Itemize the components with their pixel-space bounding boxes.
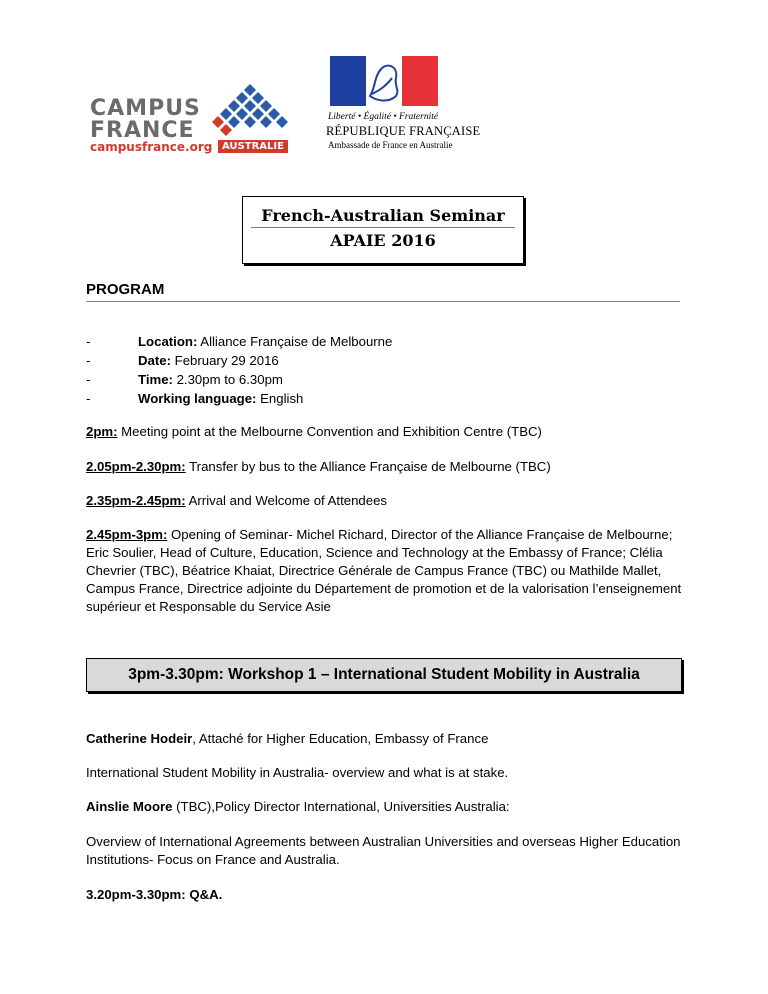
schedule-item	[86, 423, 686, 441]
embassy-name: Ambassade de France en Australie	[328, 140, 453, 150]
detail-label: Location:	[138, 334, 198, 349]
schedule-time: 2pm:	[86, 424, 118, 439]
schedule-item	[86, 492, 686, 510]
detail-item-language: - Working language: English	[86, 391, 304, 406]
detail-value: February 29 2016	[170, 353, 279, 368]
topic-text: Overview of International Agreements between Australian Universities and overseas Higher Education Institutions- Focus on France and Australia.	[86, 834, 681, 867]
logo-word-france: FRANCE	[90, 118, 195, 143]
detail-value: English	[256, 391, 304, 406]
speaker-line	[86, 798, 686, 816]
detail-item-location: - Location: Alliance Française de Melbourne	[86, 334, 393, 349]
marianne-flag-icon	[330, 56, 438, 106]
diamond-grid-icon	[210, 84, 290, 140]
logo-url: campusfrance.org	[90, 140, 213, 154]
schedule-text: Arrival and Welcome of Attendees	[185, 493, 388, 508]
schedule-text: Meeting point at the Melbourne Convention and Exhibition Centre (TBC)	[117, 424, 542, 439]
speaker-role: (TBC),Policy Director International, Universities Australia:	[172, 799, 510, 814]
seminar-subtitle: APAIE 2016	[330, 231, 436, 250]
event-details-list	[86, 332, 392, 408]
detail-value: Alliance Française de Melbourne	[197, 334, 393, 349]
detail-label: Time:	[138, 372, 173, 387]
schedule-time: 2.35pm-2.45pm:	[86, 493, 186, 508]
workshop-heading: 3pm-3.30pm: Workshop 1 – International Student Mobility in Australia	[128, 666, 640, 683]
logo-country-badge: AUSTRALIE	[218, 140, 288, 153]
detail-item-time: - Time: 2.30pm to 6.30pm	[86, 372, 283, 387]
speaker-role: , Attaché for Higher Education, Embassy of France	[192, 731, 489, 746]
detail-item-date: - Date: February 29 2016	[86, 353, 279, 368]
schedule-item	[86, 458, 686, 476]
seminar-title: French-Australian Seminar	[251, 206, 515, 228]
schedule-time: 2.05pm-2.30pm:	[86, 459, 186, 474]
speaker-line	[86, 730, 686, 748]
speaker-name: Catherine Hodeir	[86, 731, 193, 746]
workshop-heading-box	[86, 658, 682, 692]
detail-value: 2.30pm to 6.30pm	[172, 372, 283, 387]
campus-france-logo	[90, 78, 290, 156]
marianne-profile-icon	[366, 56, 402, 106]
detail-label: Working language:	[138, 391, 257, 406]
speaker-name: Ainslie Moore	[86, 799, 173, 814]
seminar-title-box	[242, 196, 524, 264]
qa-line: 3.20pm-3.30pm: Q&A.	[86, 887, 223, 902]
schedule-time: 2.45pm-3pm:	[86, 527, 168, 542]
logo-word-campus: CAMPUS	[90, 96, 201, 121]
topic-text: International Student Mobility in Australia- overview and what is at stake.	[86, 765, 509, 780]
schedule-item	[86, 526, 690, 616]
schedule-text: Opening of Seminar- Michel Richard, Director of the Alliance Française de Melbourne; Eric Soulier, Head of Culture, Education, Science and Technology at the Embassy of France; Clélia Chevrier (TBC), Béatrice Khaiat, Directrice Générale de Campus France (TBC) ou Mathilde Mallet, Campus France, Directrice adjointe du Département de promotion et de la valorisation l’enseignement supérieur et Responsable du Service Asie	[86, 527, 682, 614]
schedule-text: Transfer by bus to the Alliance Française de Melbourne (TBC)	[185, 459, 551, 474]
republic-name: RÉPUBLIQUE FRANÇAISE	[326, 124, 481, 138]
program-heading: PROGRAM	[86, 281, 680, 302]
republique-francaise-logo	[326, 56, 481, 156]
republic-motto: Liberté • Égalité • Fraternité	[328, 112, 439, 122]
detail-label: Date:	[138, 353, 171, 368]
